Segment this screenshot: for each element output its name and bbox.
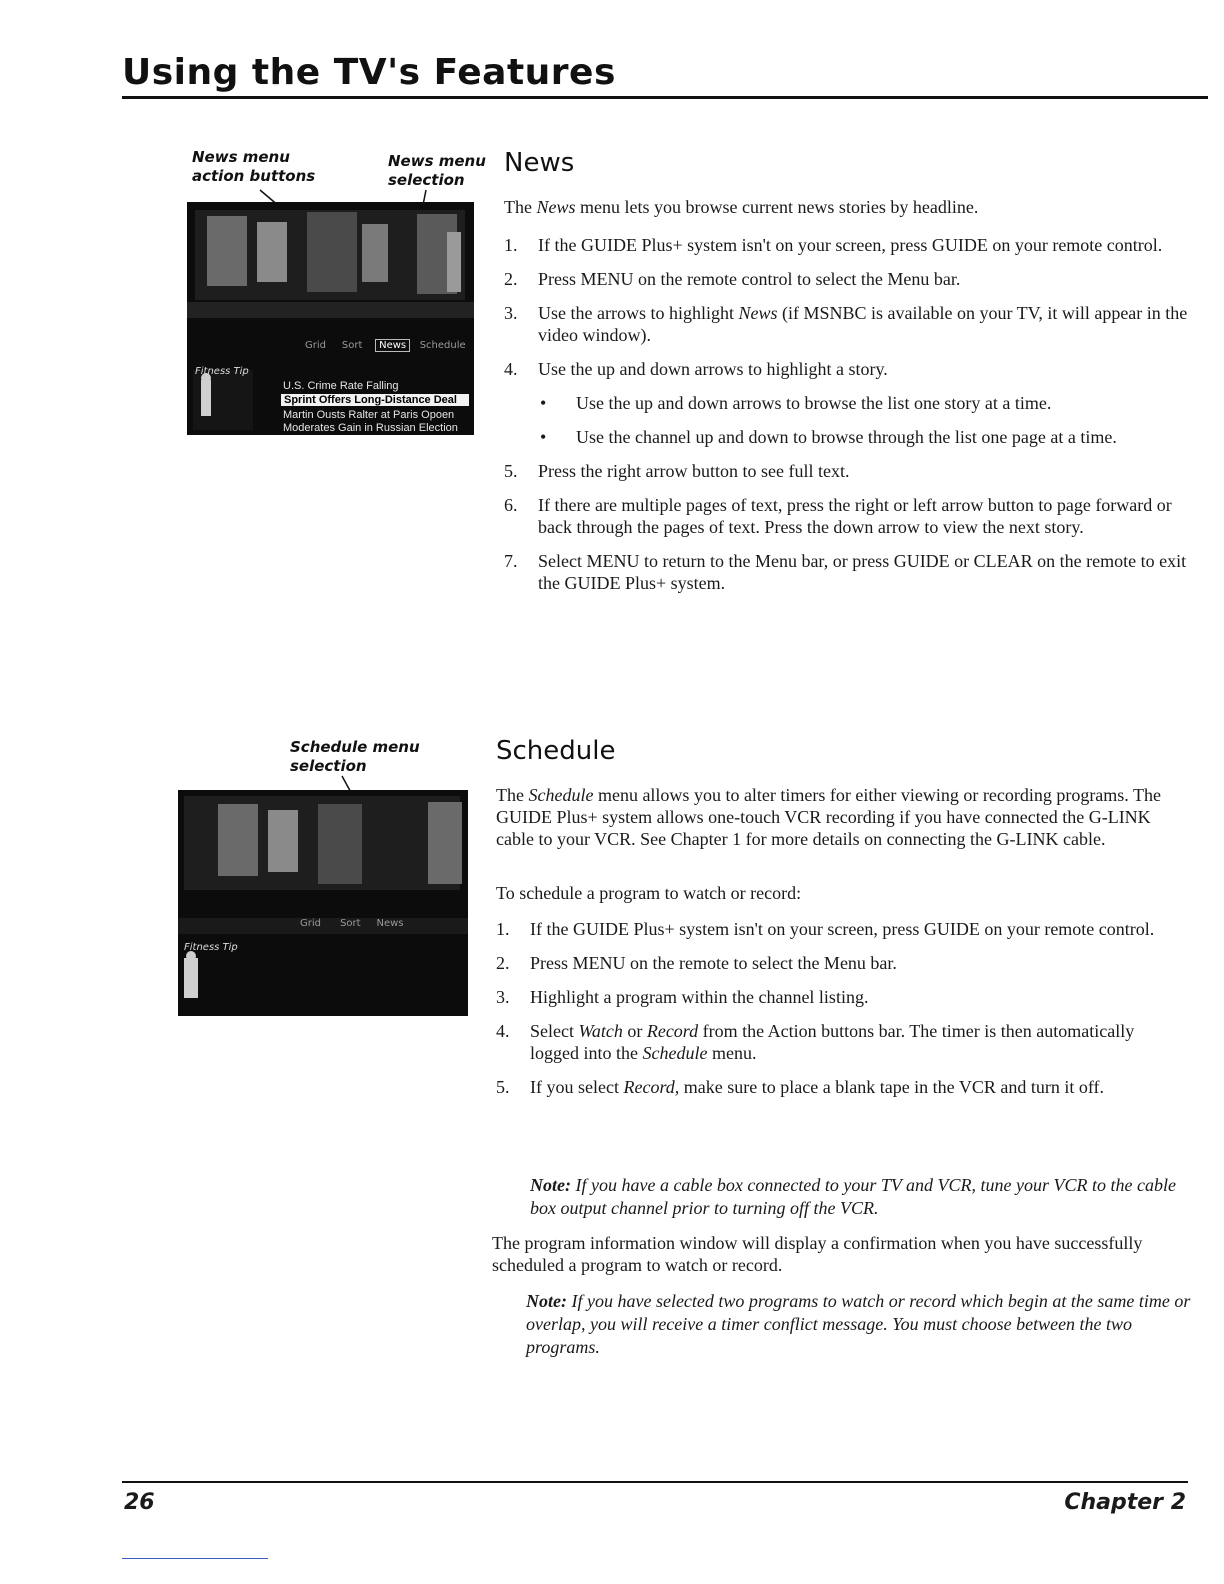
menu-item-grid[interactable]: Grid [300,918,321,929]
header-divider [122,96,1208,99]
menu-item-grid[interactable]: Grid [305,340,326,351]
page-title: Using the TV's Features [122,52,616,93]
bottom-underline [122,1558,268,1559]
menu-item-sort[interactable]: Sort [340,918,361,929]
chapter-label: Chapter 2 [1064,1490,1186,1515]
news-step: 2. Press MENU on the remote control to select the Menu bar. [504,269,961,289]
schedule-note-timer-conflict: Note: If you have selected two programs to watch or record which begin at the same time or overlap, you will receive a timer conflict message. You must choose between the two programs. [526,1291,1191,1357]
news-step: 1. If the GUIDE Plus+ system isn't on your screen, press GUIDE on your remote control. [504,235,1163,255]
schedule-step: 1. If the GUIDE Plus+ system isn't on your screen, press GUIDE on your remote control. [496,919,1155,939]
news-intro: The News menu lets you browse current news stories by headline. [504,197,979,217]
news-menu-screenshot [187,202,474,435]
news-step: 5. Press the right arrow button to see full text. [504,461,850,481]
news-step: 3. Use the arrows to highlight News (if MSNBC is available on your TV, it will appear in the video window). [504,303,1188,345]
schedule-steps [496,918,1180,1110]
news-step: 6. If there are multiple pages of text, press the right or left arrow button to page forward or back through the pages of text. Press the down arrow to view the next story. [504,495,1172,537]
schedule-step: 4. Select Watch or Record from the Action buttons bar. The timer is then automatically logged into the Schedule menu. [496,1021,1135,1063]
menu-item-sort[interactable]: Sort [341,340,363,351]
schedule-intro: The Schedule menu allows you to alter timers for either viewing or recording programs. The GUIDE Plus+ system allows one-touch VCR recording if you have connected the G-LINK cable to your VCR. See Chapter 1 for more details on connecting the G-LINK cable. [496,785,1161,849]
footer-divider [122,1481,1188,1483]
fitness-tip-label: Fitness Tip [184,942,238,953]
news-step: 7. Select MENU to return to the Menu bar, or press GUIDE or CLEAR on the remote to exit the GUIDE Plus+ system. [504,551,1187,593]
schedule-confirmation-text: The program information window will display a confirmation when you have successfully scheduled a program to watch or record. [492,1233,1143,1275]
menu-item-schedule[interactable]: Schedule [419,340,466,351]
menu-item-news[interactable]: News [376,918,404,929]
news-bullet: • Use the up and down arrows to browse the list one story at a time. [576,392,1188,414]
video-window-image [178,790,468,1016]
schedule-step: 2. Press MENU on the remote to select the Menu bar. [496,953,897,973]
schedule-section-title: Schedule [496,736,616,766]
news-action-buttons-callout: News menu action buttons [192,148,316,185]
headline-item[interactable]: Moderates Gain in Russian Election [283,422,458,434]
menu-item-news[interactable]: News [375,339,410,352]
news-steps [504,234,1188,606]
schedule-lead: To schedule a program to watch or record: [496,883,802,903]
schedule-step: 5. If you select Record, make sure to place a blank tape in the VCR and turn it off. [496,1077,1105,1097]
headline-item[interactable]: U.S. Crime Rate Falling [283,380,399,392]
fitness-tip-label: Fitness Tip [195,366,249,377]
schedule-selection-callout: Schedule menu selection [290,738,420,775]
headline-item[interactable]: Martin Ousts Ralter at Paris Opoen [283,409,455,421]
schedule-menu-screenshot [178,790,468,1016]
news-step: 4. Use the up and down arrows to highlight a story. [504,359,888,379]
page-number: 26 [124,1490,155,1515]
news-bullet: • Use the channel up and down to browse through the list one page at a time. [576,426,1188,448]
news-section-title: News [504,148,575,178]
schedule-step: 3. Highlight a program within the channel listing. [496,987,869,1007]
schedule-note-cable-box: Note: If you have a cable box connected to your TV and VCR, tune your VCR to the cable box output channel prior to turning off the VCR. [530,1175,1176,1218]
news-selection-callout: News menu selection [388,152,486,189]
headline-item-selected[interactable]: Sprint Offers Long-Distance Deal [281,394,469,406]
